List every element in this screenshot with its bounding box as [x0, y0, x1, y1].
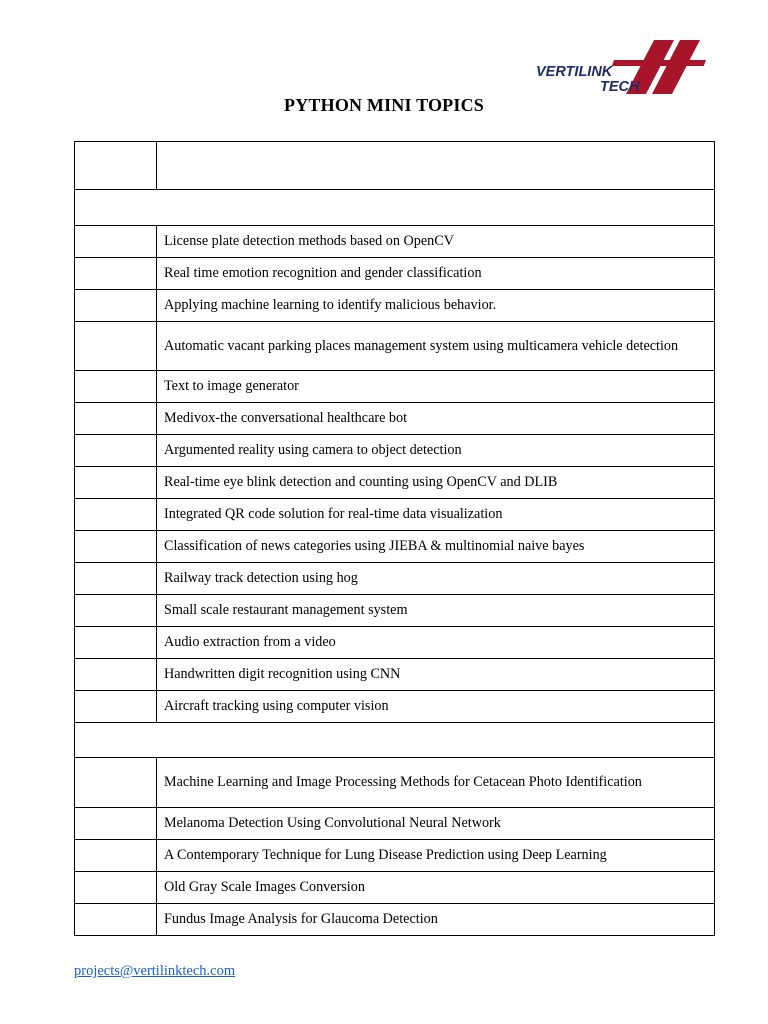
row-topic-cell: Integrated QR code solution for real-time data visualization [157, 499, 715, 531]
table-row [75, 467, 715, 499]
vertilink-logo-icon [534, 38, 714, 96]
row-number-cell [75, 904, 157, 936]
row-topic-cell: Automatic vacant parking places management system using multicamera vehicle detection [157, 322, 715, 371]
row-topic-cell: Machine Learning and Image Processing Methods for Cetacean Photo Identification [157, 758, 715, 808]
row-topic-cell: Railway track detection using hog [157, 563, 715, 595]
table-row [75, 403, 715, 435]
row-number-cell [75, 499, 157, 531]
header-cell-no [75, 142, 157, 190]
table-row [75, 627, 715, 659]
row-number-cell [75, 659, 157, 691]
topics-table [74, 141, 715, 936]
logo-text-line2: TECH [600, 79, 640, 95]
table-row [75, 659, 715, 691]
section-title [75, 190, 715, 226]
row-number-cell [75, 627, 157, 659]
table-row [75, 808, 715, 840]
row-number-cell [75, 258, 157, 290]
table-row [75, 435, 715, 467]
row-topic-cell: Old Gray Scale Images Conversion [157, 872, 715, 904]
table-row [75, 595, 715, 627]
table-row [75, 563, 715, 595]
row-topic-cell: Fundus Image Analysis for Glaucoma Detection [157, 904, 715, 936]
row-number-cell [75, 595, 157, 627]
row-number-cell [75, 226, 157, 258]
row-topic-cell: Real time emotion recognition and gender classification [157, 258, 715, 290]
row-topic-cell: Text to image generator [157, 371, 715, 403]
table-row [75, 691, 715, 723]
row-topic-cell: Melanoma Detection Using Convolutional Neural Network [157, 808, 715, 840]
table-row [75, 258, 715, 290]
table-row [75, 322, 715, 371]
page-title: PYTHON MINI TOPICS [284, 95, 484, 115]
section-title [75, 723, 715, 758]
row-number-cell [75, 371, 157, 403]
table-row [75, 840, 715, 872]
table-row [75, 499, 715, 531]
contact-email-link[interactable]: projects@vertilinktech.com [74, 963, 236, 979]
row-topic-cell: A Contemporary Technique for Lung Disease Prediction using Deep Learning [157, 840, 715, 872]
row-topic-cell: Real-time eye blink detection and counting using OpenCV and DLIB [157, 467, 715, 499]
company-logo [534, 38, 714, 96]
section-row [75, 723, 715, 758]
header-cell-topic [157, 142, 715, 190]
row-number-cell [75, 691, 157, 723]
section-row [75, 190, 715, 226]
row-number-cell [75, 563, 157, 595]
table-row [75, 371, 715, 403]
row-number-cell [75, 435, 157, 467]
table-row [75, 872, 715, 904]
row-number-cell [75, 322, 157, 371]
row-topic-cell: Small scale restaurant management system [157, 595, 715, 627]
table-header-row [75, 142, 715, 190]
row-number-cell [75, 531, 157, 563]
row-topic-cell: Argumented reality using camera to object detection [157, 435, 715, 467]
table-row [75, 531, 715, 563]
row-topic-cell: Aircraft tracking using computer vision [157, 691, 715, 723]
row-number-cell [75, 758, 157, 808]
row-number-cell [75, 403, 157, 435]
logo-text-line1: VERTILINK [536, 64, 613, 80]
row-number-cell [75, 872, 157, 904]
row-number-cell [75, 840, 157, 872]
row-number-cell [75, 467, 157, 499]
table-row [75, 290, 715, 322]
table-row [75, 904, 715, 936]
row-topic-cell: License plate detection methods based on OpenCV [157, 226, 715, 258]
row-topic-cell: Classification of news categories using JIEBA & multinomial naive bayes [157, 531, 715, 563]
row-number-cell [75, 290, 157, 322]
row-topic-cell: Applying machine learning to identify malicious behavior. [157, 290, 715, 322]
row-number-cell [75, 808, 157, 840]
table-row [75, 226, 715, 258]
row-topic-cell: Medivox-the conversational healthcare bot [157, 403, 715, 435]
table-row [75, 758, 715, 808]
row-topic-cell: Handwritten digit recognition using CNN [157, 659, 715, 691]
row-topic-cell: Audio extraction from a video [157, 627, 715, 659]
